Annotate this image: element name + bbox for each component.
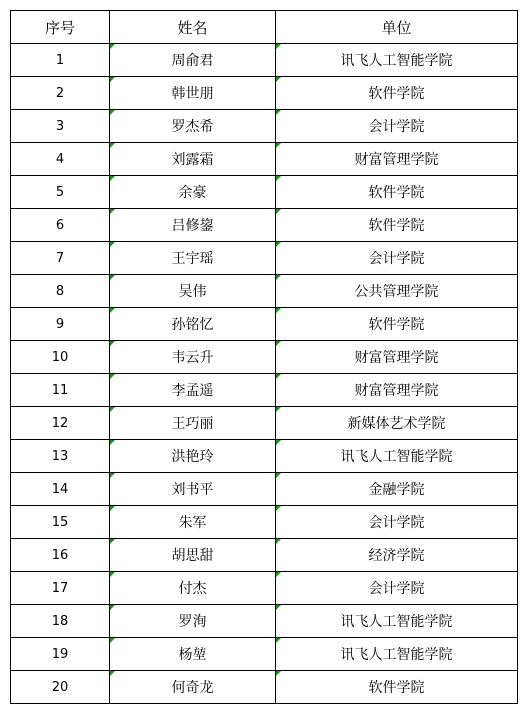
name-text: 朱军 <box>178 515 207 531</box>
cell-name[interactable] <box>110 275 276 308</box>
name-text: 孙铭忆 <box>171 317 214 333</box>
unit-text: 金融学院 <box>368 482 425 498</box>
name-text: 李孟遥 <box>171 383 214 399</box>
text-marker-icon <box>276 176 281 181</box>
text-marker-icon <box>276 275 281 280</box>
text-marker-icon <box>110 539 115 544</box>
text-marker-icon <box>276 605 281 610</box>
text-marker-icon <box>276 671 281 676</box>
text-marker-icon <box>110 176 115 181</box>
text-marker-icon <box>276 143 281 148</box>
text-marker-icon <box>110 671 115 676</box>
cell-number[interactable]: 14 <box>11 473 110 506</box>
cell-number[interactable]: 12 <box>11 407 110 440</box>
table-row <box>11 143 518 176</box>
cell-unit[interactable] <box>276 77 518 110</box>
table-row <box>11 671 518 704</box>
cell-unit[interactable] <box>276 671 518 704</box>
cell-unit[interactable] <box>276 440 518 473</box>
cell-unit[interactable] <box>276 242 518 275</box>
cell-name[interactable] <box>110 110 276 143</box>
table-row <box>11 638 518 671</box>
text-marker-icon <box>276 374 281 379</box>
text-marker-icon <box>276 572 281 577</box>
table-row <box>11 242 518 275</box>
cell-unit[interactable] <box>276 374 518 407</box>
cell-name[interactable] <box>110 440 276 473</box>
cell-number[interactable]: 16 <box>11 539 110 572</box>
unit-text: 会计学院 <box>368 119 425 135</box>
text-marker-icon <box>110 308 115 313</box>
table-row <box>11 605 518 638</box>
table-row <box>11 176 518 209</box>
table-row <box>11 209 518 242</box>
cell-name[interactable] <box>110 341 276 374</box>
text-marker-icon <box>276 209 281 214</box>
cell-name[interactable] <box>110 671 276 704</box>
name-text: 韩世朋 <box>171 86 214 102</box>
unit-text: 会计学院 <box>368 251 425 267</box>
unit-text: 软件学院 <box>368 185 425 201</box>
header-name[interactable]: 姓名 <box>110 11 276 44</box>
table-row <box>11 110 518 143</box>
unit-text: 讯飞人工智能学院 <box>340 614 453 630</box>
unit-text: 财富管理学院 <box>354 383 439 399</box>
cell-number[interactable]: 20 <box>11 671 110 704</box>
cell-number[interactable]: 11 <box>11 374 110 407</box>
text-marker-icon <box>276 473 281 478</box>
unit-text: 会计学院 <box>368 581 425 597</box>
cell-name[interactable] <box>110 242 276 275</box>
header-row <box>11 11 518 44</box>
cell-unit[interactable] <box>276 572 518 605</box>
name-text: 周俞君 <box>171 53 214 69</box>
cell-unit[interactable] <box>276 473 518 506</box>
cell-unit[interactable] <box>276 605 518 638</box>
cell-number[interactable]: 15 <box>11 506 110 539</box>
cell-unit[interactable] <box>276 275 518 308</box>
table-row <box>11 440 518 473</box>
cell-unit[interactable] <box>276 110 518 143</box>
text-marker-icon <box>110 77 115 82</box>
cell-name[interactable] <box>110 473 276 506</box>
text-marker-icon <box>276 341 281 346</box>
cell-number[interactable]: 19 <box>11 638 110 671</box>
cell-unit[interactable] <box>276 176 518 209</box>
cell-number[interactable]: 13 <box>11 440 110 473</box>
table-row <box>11 506 518 539</box>
name-text: 何奇龙 <box>171 680 214 696</box>
cell-number[interactable]: 6 <box>11 209 110 242</box>
text-marker-icon <box>110 275 115 280</box>
name-text: 杨堃 <box>178 647 207 663</box>
table-row <box>11 374 518 407</box>
text-marker-icon <box>110 506 115 511</box>
cell-name[interactable] <box>110 308 276 341</box>
text-marker-icon <box>110 242 115 247</box>
cell-number[interactable]: 5 <box>11 176 110 209</box>
cell-name[interactable] <box>110 176 276 209</box>
name-text: 罗杰希 <box>171 119 214 135</box>
cell-name[interactable] <box>110 539 276 572</box>
cell-name[interactable] <box>110 572 276 605</box>
name-text: 吴伟 <box>178 284 207 300</box>
name-text: 吕修鋆 <box>171 218 214 234</box>
cell-number[interactable]: 1 <box>11 44 110 77</box>
name-text: 洪艳玲 <box>171 449 214 465</box>
text-marker-icon <box>110 605 115 610</box>
cell-number[interactable]: 10 <box>11 341 110 374</box>
name-text: 王巧丽 <box>171 416 214 432</box>
table-row <box>11 44 518 77</box>
cell-name[interactable] <box>110 143 276 176</box>
text-marker-icon <box>110 209 115 214</box>
name-text: 刘书平 <box>171 482 214 498</box>
unit-text: 软件学院 <box>368 86 425 102</box>
text-marker-icon <box>110 638 115 643</box>
table-row <box>11 341 518 374</box>
name-text: 韦云升 <box>171 350 214 366</box>
table-row <box>11 275 518 308</box>
table-row <box>11 572 518 605</box>
cell-number[interactable]: 17 <box>11 572 110 605</box>
cell-number[interactable]: 3 <box>11 110 110 143</box>
cell-name[interactable] <box>110 407 276 440</box>
text-marker-icon <box>110 44 115 49</box>
table-row <box>11 77 518 110</box>
name-text: 罗洵 <box>178 614 207 630</box>
text-marker-icon <box>110 374 115 379</box>
unit-text: 讯飞人工智能学院 <box>340 449 453 465</box>
unit-text: 软件学院 <box>368 680 425 696</box>
text-marker-icon <box>110 110 115 115</box>
cell-name[interactable] <box>110 44 276 77</box>
roster-sheet <box>10 10 517 704</box>
header-number[interactable]: 序号 <box>11 11 110 44</box>
text-marker-icon <box>110 341 115 346</box>
unit-text: 软件学院 <box>368 218 425 234</box>
text-marker-icon <box>276 110 281 115</box>
cell-unit[interactable] <box>276 539 518 572</box>
header-unit[interactable]: 单位 <box>276 11 518 44</box>
unit-text: 财富管理学院 <box>354 152 439 168</box>
cell-name[interactable] <box>110 77 276 110</box>
text-marker-icon <box>110 473 115 478</box>
text-marker-icon <box>276 638 281 643</box>
table-row <box>11 473 518 506</box>
text-marker-icon <box>276 407 281 412</box>
name-text: 付杰 <box>178 581 207 597</box>
cell-number[interactable]: 4 <box>11 143 110 176</box>
cell-unit[interactable] <box>276 407 518 440</box>
table-row <box>11 407 518 440</box>
cell-number[interactable]: 8 <box>11 275 110 308</box>
text-marker-icon <box>276 44 281 49</box>
cell-unit[interactable] <box>276 44 518 77</box>
cell-unit[interactable] <box>276 341 518 374</box>
cell-name[interactable] <box>110 638 276 671</box>
text-marker-icon <box>276 308 281 313</box>
text-marker-icon <box>110 143 115 148</box>
cell-number[interactable]: 9 <box>11 308 110 341</box>
cell-number[interactable]: 7 <box>11 242 110 275</box>
cell-unit[interactable] <box>276 638 518 671</box>
roster-body <box>11 44 518 704</box>
name-text: 刘露霜 <box>171 152 214 168</box>
text-marker-icon <box>110 440 115 445</box>
name-text: 胡思甜 <box>171 548 214 564</box>
cell-unit[interactable] <box>276 506 518 539</box>
text-marker-icon <box>276 242 281 247</box>
table-row <box>11 539 518 572</box>
cell-name[interactable] <box>110 506 276 539</box>
cell-unit[interactable] <box>276 143 518 176</box>
cell-number[interactable]: 18 <box>11 605 110 638</box>
unit-text: 软件学院 <box>368 317 425 333</box>
text-marker-icon <box>110 407 115 412</box>
cell-name[interactable] <box>110 605 276 638</box>
cell-unit[interactable] <box>276 308 518 341</box>
roster-table <box>10 10 518 704</box>
table-row <box>11 308 518 341</box>
text-marker-icon <box>276 77 281 82</box>
cell-unit[interactable] <box>276 209 518 242</box>
name-text: 余豪 <box>178 185 207 201</box>
unit-text: 讯飞人工智能学院 <box>340 53 453 69</box>
text-marker-icon <box>110 572 115 577</box>
unit-text: 讯飞人工智能学院 <box>340 647 453 663</box>
cell-name[interactable] <box>110 374 276 407</box>
unit-text: 财富管理学院 <box>354 350 439 366</box>
cell-number[interactable]: 2 <box>11 77 110 110</box>
cell-name[interactable] <box>110 209 276 242</box>
text-marker-icon <box>276 506 281 511</box>
unit-text: 新媒体艺术学院 <box>347 416 446 432</box>
unit-text: 公共管理学院 <box>354 284 439 300</box>
text-marker-icon <box>276 440 281 445</box>
name-text: 王宇瑶 <box>171 251 214 267</box>
unit-text: 会计学院 <box>368 515 425 531</box>
text-marker-icon <box>276 539 281 544</box>
unit-text: 经济学院 <box>368 548 425 564</box>
